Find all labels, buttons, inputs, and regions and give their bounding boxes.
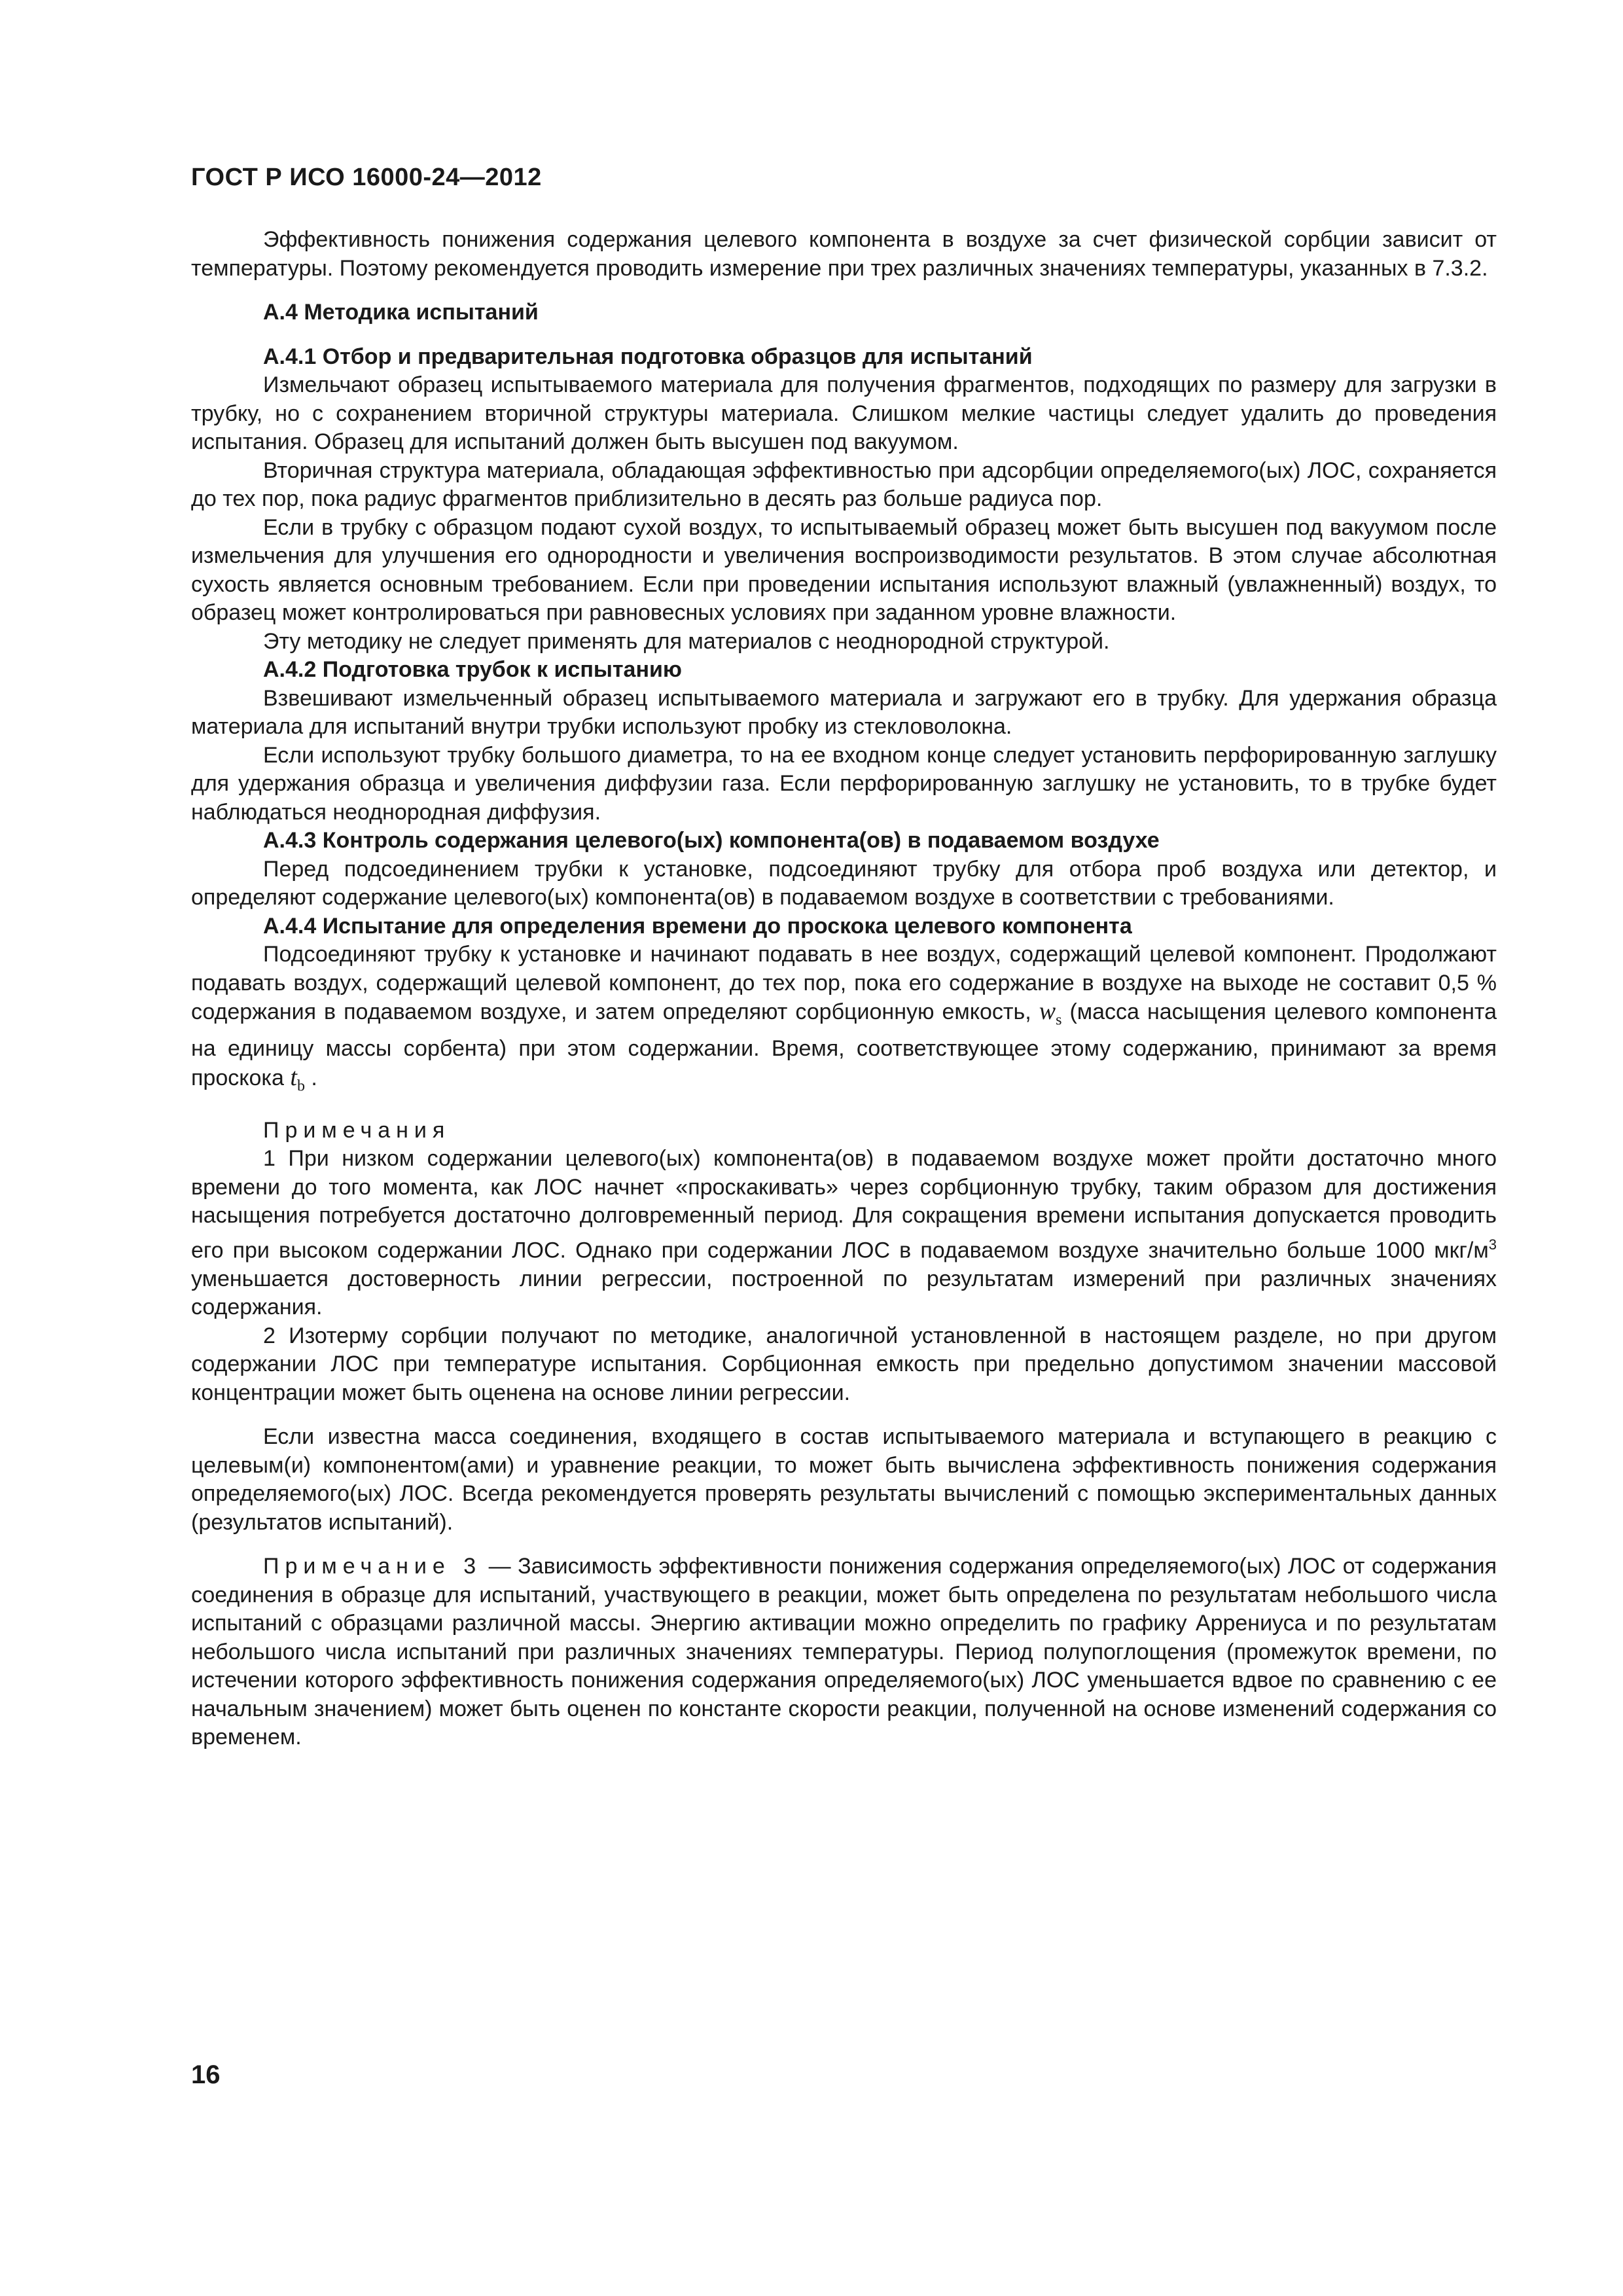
note-1-superscript: 3 <box>1488 1236 1497 1253</box>
note-3 <box>191 1552 1497 1752</box>
a41-paragraph-4: Эту методику не следует применять для материалов с неоднородной структурой. <box>263 628 1110 654</box>
a44-text-part-1: Подсоединяют трубку к установке и начинают подавать в нее воздух, содержащий целевой компонент. Продолжают подавать воздух, содержащий целевой компонент, до тех пор, пока его содержание в воздухе на выходе не составит 0,5 % содержания в подаваемом воздухе, и затем определяют сорбционную емкость, <box>191 942 1497 1024</box>
note-2: 2 Изотерму сорбции получают по методике, аналогичной установленной в настоящем разделе, но при другом содержании ЛОС при температуре испытания. Сорбционная емкость при предельно допустимом значении массовой концентрации может быть оценена на основе линии регрессии. <box>191 1323 1497 1405</box>
a42-paragraph-2: Если используют трубку большого диаметра, то на ее входном конце следует установить перфорированную заглушку для удержания образца и увеличения диффузии газа. Если перфорированную заглушку не установить, то в трубке будет наблюдаться неоднородная диффузия. <box>191 742 1497 825</box>
notes-title: Примечания <box>263 1117 451 1143</box>
ws-subscript: s <box>1056 1011 1062 1029</box>
note-1-text-b: уменьшается достоверность линии регрессии, построенной по результатам измерений при различных значениях содержания. <box>191 1266 1497 1320</box>
ws-letter: w <box>1039 997 1056 1025</box>
section-a41-heading: А.4.1 Отбор и предварительная подготовка образцов для испытаний <box>263 344 1033 369</box>
intro-paragraph: Эффективность понижения содержания целевого компонента в воздухе за счет физической сорбции зависит от температуры. Поэтому рекомендуется проводить измерение при трех различных значениях температуры, указанных в 7.3.2. <box>191 227 1497 281</box>
note-1-text-a: 1 При низком содержании целевого(ых) компонента(ов) в подаваемом воздухе может пройти достаточно много времени до того момента, как ЛОС начнет «проскакивать» через сорбционную трубку, таким образом для достижения насыщения потребуется достаточно долговременный период. Для сокращения времени испытания допускается проводить его при высоком содержании ЛОС. Однако при содержании ЛОС в подаваемом воздухе значительно больше 1000 мкг/м <box>191 1146 1497 1263</box>
a41-paragraph-1: Измельчают образец испытываемого материала для получения фрагментов, подходящих по размеру для загрузки в трубку, но с сохранением вторичной структуры материала. Слишком мелкие частицы следует удалить до проведения испытания. Образец для испытаний должен быть высушен под вакуумом. <box>191 372 1497 454</box>
ws-symbol <box>1039 997 1062 1029</box>
tb-symbol <box>290 1063 305 1095</box>
note-3-label: Примечание 3 <box>263 1554 482 1579</box>
section-a43-heading: А.4.3 Контроль содержания целевого(ых) компонента(ов) в подаваемом воздухе <box>263 828 1160 853</box>
note-1 <box>191 1145 1497 1321</box>
document-body <box>191 226 1497 1752</box>
section-a4-heading: А.4 Методика испытаний <box>263 300 539 325</box>
a44-text-part-2: (масса насыщения целевого компонента на единицу массы сорбента) при этом содержании. Время, соответствующее этому содержанию, принимают за время проскока <box>191 999 1497 1090</box>
document-header: ГОСТ Р ИСО 16000-24—2012 <box>191 164 542 191</box>
section-a44-heading: А.4.4 Испытание для определения времени до проскока целевого компонента <box>263 913 1132 939</box>
a41-paragraph-2: Вторичная структура материала, обладающая эффективностью при адсорбции определяемого(ых) ЛОС, сохраняется до тех пор, пока радиус фрагментов приблизительно в десять раз больше радиуса пор. <box>191 457 1497 511</box>
a43-paragraph-1: Перед подсоединением трубки к установке, подсоединяют трубку для отбора проб воздуха или детектор, и определяют содержание целевого(ых) компонента(ов) в подаваемом воздухе в соответствии с требованиями. <box>191 856 1497 910</box>
note-3-text: — Зависимость эффективности понижения содержания определяемого(ых) ЛОС от содержания соединения в образце для испытаний, участвующего в реакции, может быть определена по результатам небольшого числа испытаний с образцами различной массы. Энергию активации можно определить по графику Аррениуса и по результатам небольшого числа испытаний при различных значениях температуры. Период полупоглощения (промежуток времени, по истечении которого эффективность понижения содержания определяемого(ых) ЛОС уменьшается вдвое по сравнению с ее начальным значением) может быть оценен по константе скорости реакции, полученной на основе изменений содержания со временем. <box>191 1554 1497 1750</box>
a41-paragraph-3: Если в трубку с образцом подают сухой воздух, то испытываемый образец может быть высушен под вакуумом после измельчения для улучшения его однородности и увеличения воспроизводимости результатов. В этом случае абсолютная сухость является основным требованием. Если при проведении испытания используют влажный (увлажненный) воздух, то образец может контролироваться при равновесных условиях при заданном уровне влажности. <box>191 514 1497 625</box>
a44-paragraph-1 <box>191 941 1497 1101</box>
a44-text-part-3: . <box>311 1065 317 1090</box>
paragraph-after-notes: Если известна масса соединения, входящего в состав испытываемого материала и вступающего в реакцию с целевым(и) компонентом(ами) и уравнение реакции, то может быть вычислена эффективность понижения содержания определяемого(ых) ЛОС. Всегда рекомендуется проверять результаты вычислений с помощью экспериментальных данных (результатов испытаний). <box>191 1424 1497 1535</box>
tb-letter: t <box>290 1063 297 1091</box>
page-number: 16 <box>191 2060 221 2089</box>
section-a42-heading: А.4.2 Подготовка трубок к испытанию <box>263 657 682 682</box>
a42-paragraph-1: Взвешивают измельченный образец испытываемого материала и загружают его в трубку. Для удержания образца материала для испытаний внутри трубки используют пробку из стекловолокна. <box>191 685 1497 739</box>
tb-subscript: b <box>296 1077 305 1095</box>
